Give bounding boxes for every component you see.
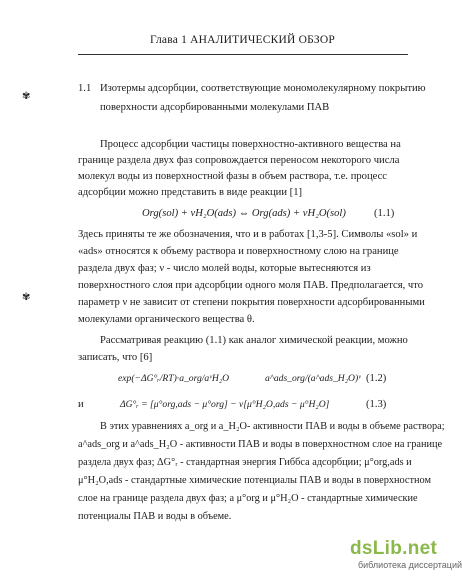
paragraph-line: «ads» относятся к объему раствора и поверхностному слою на границе	[78, 246, 399, 257]
paragraph-line: записать, что [6]	[78, 352, 153, 363]
equation-1-2-number: (1.2)	[366, 373, 387, 384]
watermark-logo: dsLib.net	[350, 538, 438, 559]
paragraph-line: слое на границе раздела двух фаз; а μ°org и μ°H₂O - стандартные химические	[78, 493, 418, 504]
equation-1-3-prefix: и	[78, 399, 84, 410]
paragraph-line: В этих уравнениях a_org и a_H₂O- активности ПАВ и воды в объеме раствора;	[100, 421, 445, 432]
equation-1-1-number: (1.1)	[374, 208, 395, 219]
equation-1-3-number: (1.3)	[366, 399, 387, 410]
equation-1-2-lhs: exp(−ΔG°ᵣ/RT)·a_org/aᵛH₂O	[118, 373, 230, 384]
paragraph-line: раздела двух фаз; ν - число молей воды, которые вытесняются из	[78, 263, 371, 274]
paragraph-line: поверхностного слоя при адсорбции одного моля ПАВ. Предполагается, что	[78, 280, 423, 291]
paragraph-line: Процесс адсорбции частицы поверхностно-активного вещества на	[100, 139, 401, 150]
section-title-line1: Изотермы адсорбции, соответствующие мономолекулярному покрытию	[100, 83, 426, 94]
paragraph-line: потенциалы ПАВ и воды в объеме.	[78, 511, 232, 522]
paragraph-line: Здесь приняты те же обозначения, что и в работах [1,3-5]. Символы «sol» и	[78, 229, 418, 240]
paragraph-line: молекулами органического вещества θ.	[78, 314, 255, 325]
watermark-subtitle: библиотека диссертаций	[358, 560, 462, 570]
equation-1-3: ΔG°ᵣ = [μ°org,ads − μ°org] − ν[μ°H₂O,ads − μ°H₂O]	[120, 399, 330, 410]
header-rule	[78, 54, 408, 55]
margin-mark-2: ✾	[22, 292, 31, 303]
equation-1-2-rhs: a^ads_org/(a^ads_H₂O)ᵛ	[265, 373, 361, 384]
paragraph-line: раздела двух фаз; ΔG°ᵣ - стандартная энергия Гиббса адсорбции; μ°org,ads и	[78, 457, 412, 468]
section-number: 1.1	[78, 83, 92, 94]
paragraph-line: a^ads_org и a^ads_H₂O - активности ПАВ и воды в поверхностном слое на границе	[78, 439, 443, 450]
margin-mark-1: ✾	[22, 91, 31, 102]
paragraph-line: μ°H₂O,ads - стандартные химические потенциалы ПАВ и воды в поверхностном	[78, 475, 431, 486]
chapter-header: Глава 1 АНАЛИТИЧЕСКИЙ ОБЗОР	[150, 34, 335, 46]
section-title-line2: поверхности адсорбированными молекулами ПАВ	[100, 102, 330, 113]
paragraph-line: границе раздела двух фаз сопровождается переносом некоторого числа	[78, 155, 400, 166]
equation-1-1: Org(sol) + νH₂O(ads) ⇔ Org(ads) + νH₂O(sol)	[142, 208, 346, 219]
paragraph-line: молекул воды из поверхностной фазы в объем раствора, т.е. процесс	[78, 171, 387, 182]
paragraph-line: Рассматривая реакцию (1.1) как аналог химической реакции, можно	[100, 335, 408, 346]
paragraph-line: адсорбции можно представить в виде реакции [1]	[78, 187, 303, 198]
paragraph-line: параметр ν не зависит от степени покрытия поверхности адсорбированными	[78, 297, 425, 308]
